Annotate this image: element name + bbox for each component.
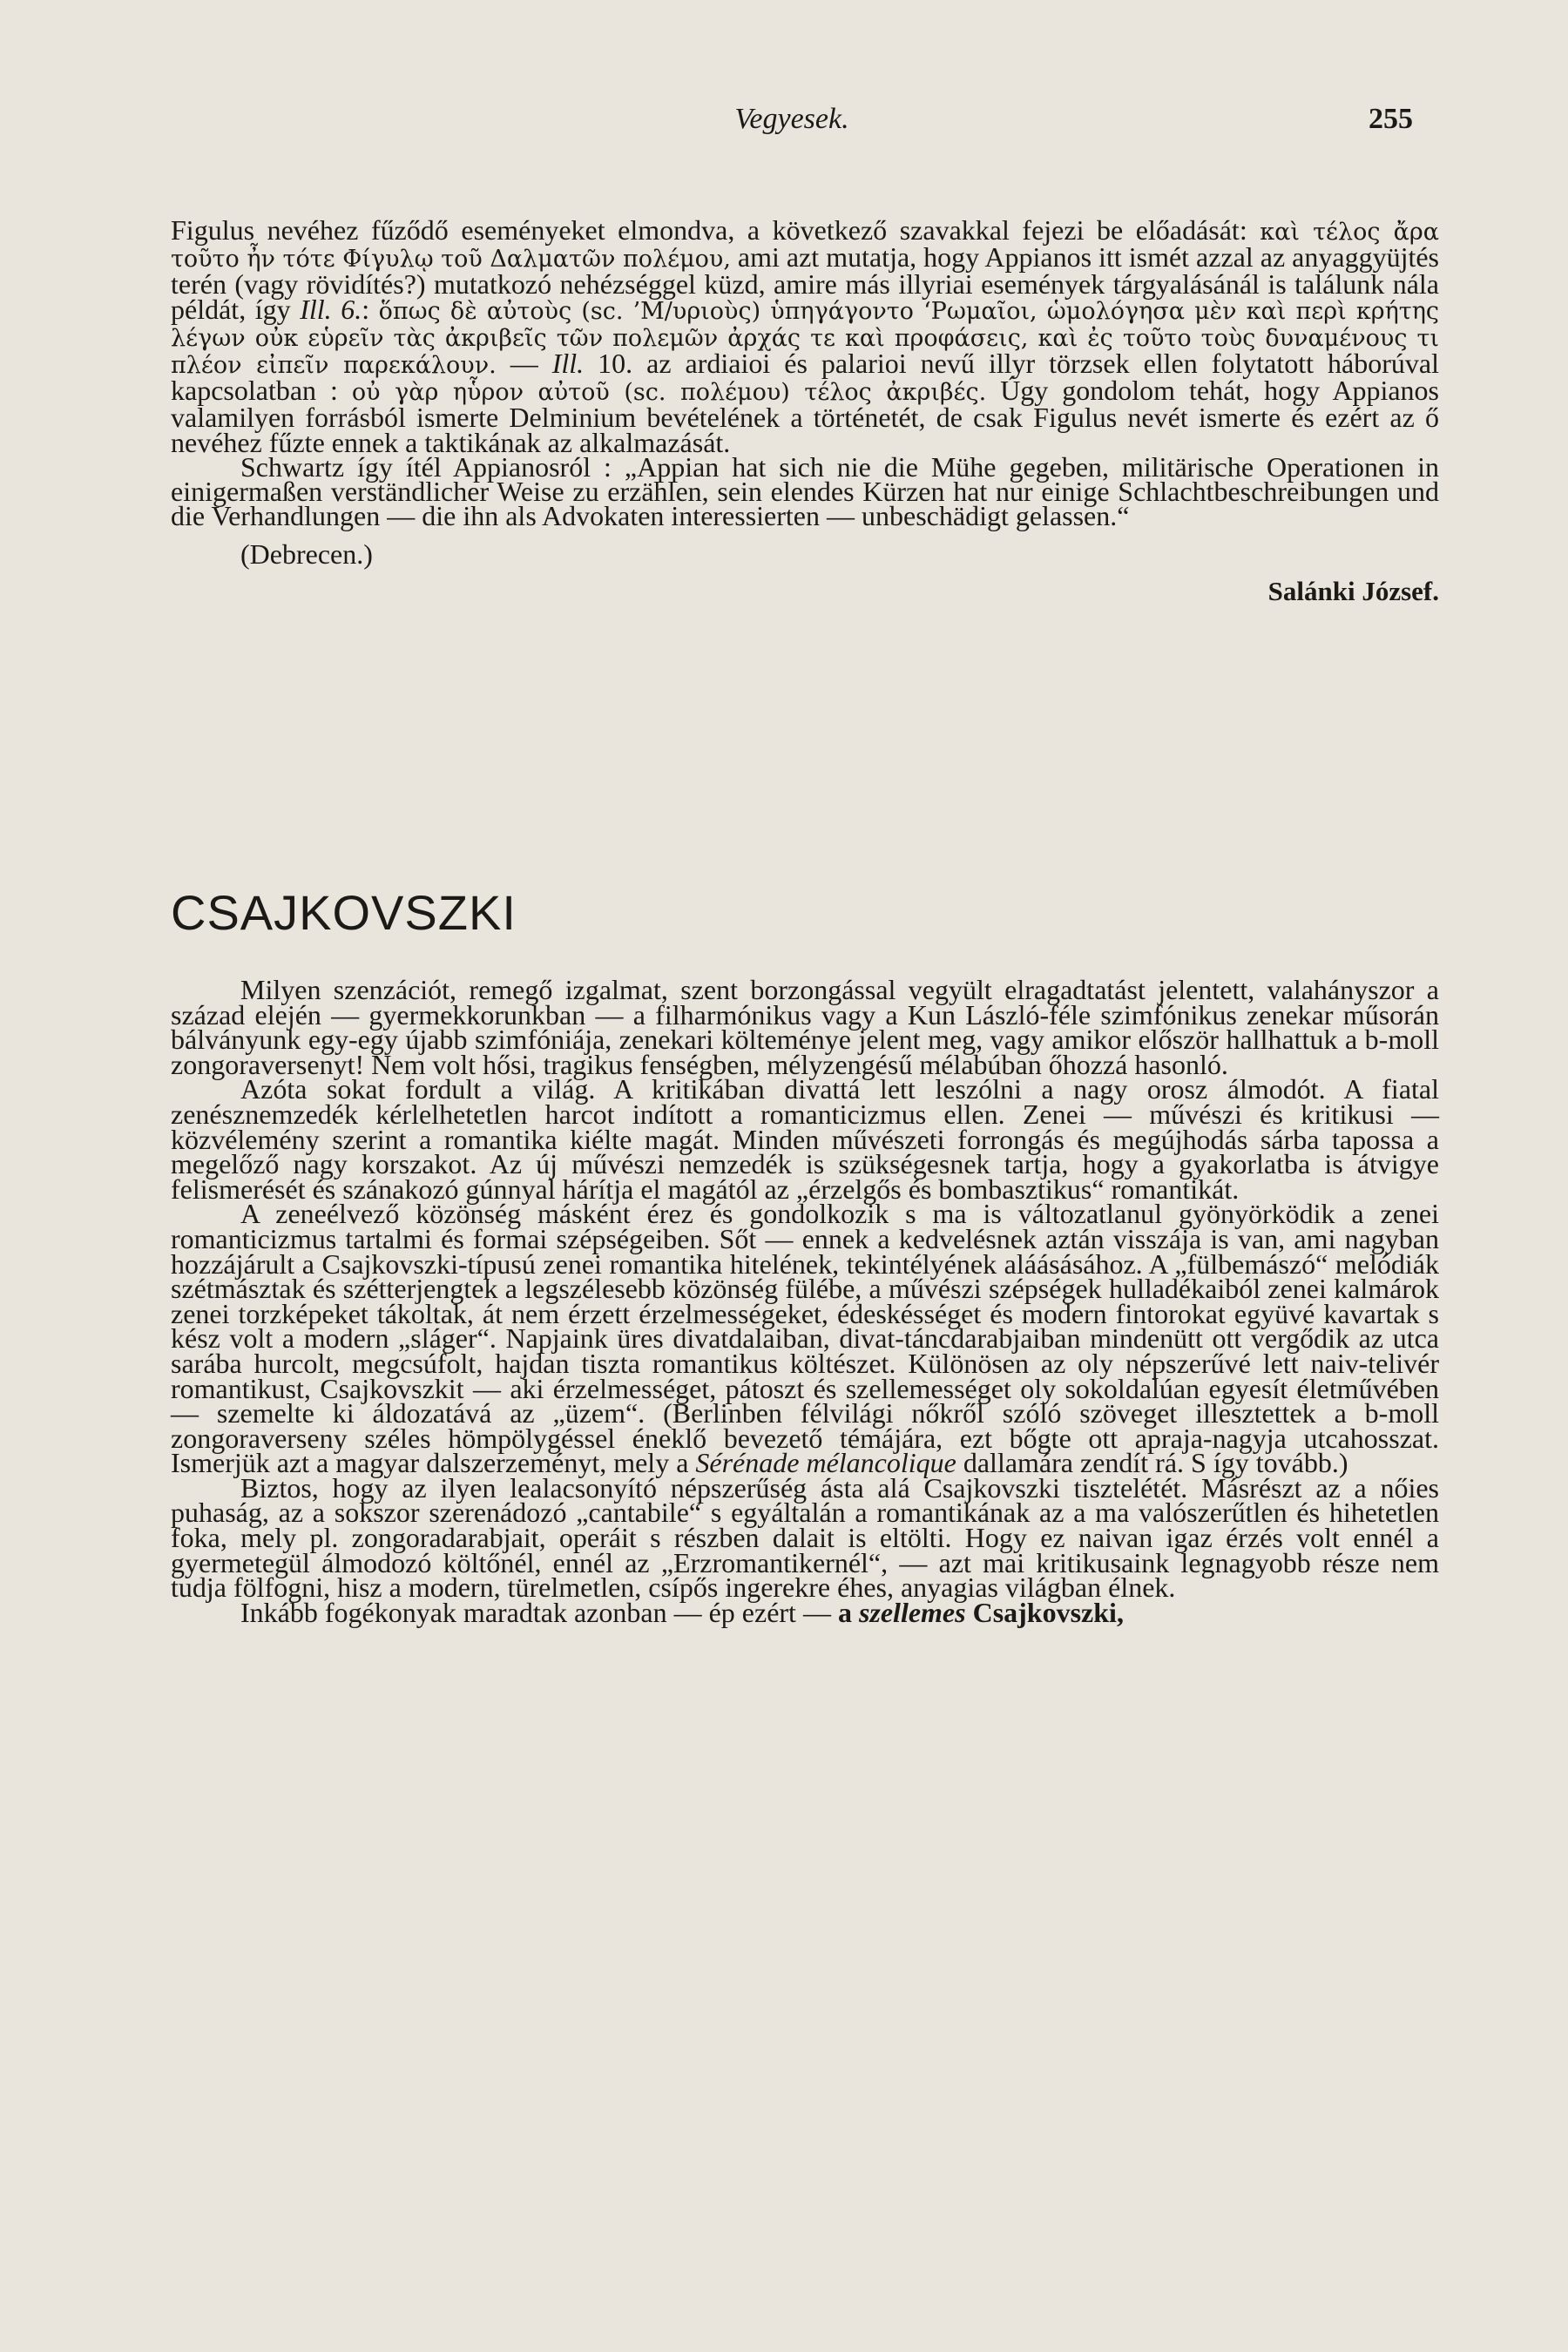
text-run: 10. az ardiaioi és palarioi nevű illyr törzsek ellen folytatott háborúval kapcsolatban : xyxy=(171,348,1440,407)
author-signature: Salánki József. xyxy=(1267,576,1439,607)
text-run: Inkább fogékonyak maradtak azonban — ép ezért — xyxy=(240,1596,831,1628)
article-csajkovszki xyxy=(171,974,1439,1628)
page-header xyxy=(171,103,1413,146)
citation-ref: Ill. xyxy=(551,348,585,380)
greek-quote: καὶ τέλος ἄρα τοῦτο ἦν τότε Φίγυλῳ τοῦ Δαλματῶν πολέμου, xyxy=(171,219,1439,274)
paragraph xyxy=(171,214,1440,458)
article-figulus xyxy=(171,214,1440,607)
greek-quote: οὐ γὰρ ηὗρον αὐτοῦ (sc. πολέμου) τέλος ἀκριβές. xyxy=(351,379,987,407)
text-run: — xyxy=(510,348,538,380)
text-run: Figulus nevéhez fűződő eseményeket elmondva, a következő szavakkal fejezi be előadását: xyxy=(171,214,1247,246)
paragraph: Milyen szenzációt, remegő izgalmat, szent borzongással vegyült elragadtatást jelentett, valahányszor a század elején — gyermekkorunkban — a filharmónikus vagy a Kun László-féle szimfónikus zenekar műsorán bálványunk egy-egy újabb szimfóniája, zenekari költeménye jelent meg, vagy amikor először hallhattuk a b-moll zongoraversenyt! Nem volt hősi, tragikus fenségben, mélyzengésű mélabúban őhozzá hasonló. xyxy=(171,974,1439,1080)
text-run: a xyxy=(837,1596,852,1628)
paragraph: Biztos, hogy az ilyen lealacsonyító népszerűség ásta alá Csajkovszki tisztelétét. Másrészt az a nőies puhaság, az a sokszor szerenádozó „cantabile“ s egyáltalán a romantikának az a ma valószerűtlen és hihetetlen foka, mely pl. zongoradarabjait, operáit s részben dalait is eltölti. Hogy ez naivan igaz érzés volt ennél a gyermetegül álmodozó költőnél, ennél az „Erzromantikernél“, — azt mai kritikusaink legnagyobb része nem tudja fölfogni, hisz a modern, türelmetlen, csípős ingerekre éhes, anyagias világban élnek. xyxy=(171,1471,1439,1604)
page-number: 255 xyxy=(1369,103,1413,135)
text-run: : xyxy=(362,293,370,325)
text-run: A zeneélvező közönség másként érez és gondolkozik s ma is változatlanul gyönyörködik a zenei romanticizmus tartalmi és formai szépségeiben. Sőt — ennek a kedvelésnek aztán visszája is van, ami nagyban hozzájárult a Csajkovszki-típusú zenei romantika hitelének, tekintélyének aláásásához. A „fülbemászó“ melódiák szétmásztak és szétterjengtek a legszélesebb közönség fülébe, a művészi szépségek hulladékaiból zenei kalmárok zenei torzképeket tákoltak, át nem érzett érzelmességeket, édeskésséget és modern fintorokat együvé kavartak s kész volt a modern „sláger“. Napjaink üres divatdalaiban, divat-táncdarabjaiban mindenütt ott vergődik az utca sarába hurcolt, megcsúfolt, hajdan tiszta romantikus költészet. Különösen az oly népszerűvé lett naiv-telivér romantikust, Csajkovszkit — aki érzelmességet, pátoszt és szellemességet oly sokoldalúan egyesít életművében — szemelte ki áldozatává az „üzem“. (Berlinben félvilági nőkről szóló szöveget illesztettek a b-moll zongoraverseny széles hömpölygéssel éneklő bevezető témájára, ezt bőgte ott apraja-nagyja utcahosszat. Ismerjük azt a magyar dalszerzeményt, mely a xyxy=(171,1198,1439,1479)
paragraph: Azóta sokat fordult a világ. A kritikában divattá lett leszólni a nagy orosz álmodót. A fiatal zenésznemzedék kérlelhetetlen harcot indított a romanticizmus ellen. Zenei — művészi és kritikusi — közvélemény szerint a romantika kiélte magát. Minden művészeti forrongás és megújhodás sárba tapossa a megelőző nagy korszakot. Az új művészi nemzedék is szükségesnek tartja, hogy a gyakorlatba is átvigye felismerését és szánakozó gúnnyal hárítja el magától az „érzelgős és bombasztikus“ romantikát. xyxy=(171,1073,1439,1205)
place-note: (Debrecen.) xyxy=(240,538,373,571)
work-title: Sérénade mélancolique xyxy=(695,1447,956,1479)
text-run: ami azt mutatja, hogy Appianos itt ismét azzal az anyaggyüjtés terén (vagy rövidítés?) mutatkozó nehézséggel küzd, amire más illyriai események tárgyalásánál is találunk nála példát, így xyxy=(171,241,1439,325)
text-run: dallamára zendít rá. S így tovább.) xyxy=(963,1447,1348,1479)
running-title: Vegyesek. xyxy=(734,103,849,135)
paragraph xyxy=(171,1198,1439,1479)
text-run: szellemes xyxy=(858,1596,966,1628)
text-run: Úgy gondolom tehát, hogy Appianos valamilyen forrásból ismerte Delminium bevételének a történetét, de csak Figulus nevét ismerte és ezért az ő nevéhez fűzte ennek a taktikának az alkalmazását. xyxy=(171,375,1440,458)
greek-quote: ὅπως δὲ αὐτοὺς (sc. ’Μ/υριοὺς) ὑπηγάγοντο ‘Ρωμαῖοι, ὡμολόγησα μὲν καὶ περὶ κρήτης λέγων οὐκ εὑρεῖν τὰς ἀκριβεῖς τῶν πολεμῶν ἀρχάς τε καὶ προφάσεις, καὶ ἐς τοῦτο τοὺς δυναμένους τι πλέον εἰπεῖν παρεκάλουν. xyxy=(171,297,1440,380)
paragraph: Schwartz így ítél Appianosról : „Appian hat sich nie die Mühe gegeben, militärische Operationen in einigermaßen verständlicher Weise zu erzählen, sein elendes Kürzen hat nur einige Schlachtbeschreibungen und die Verhandlungen — die ihn als Advokaten interessierten — unbeschädigt gelassen.“ xyxy=(171,450,1439,532)
paragraph xyxy=(171,1596,1439,1628)
section-heading: CSAJKOVSZKI xyxy=(171,885,517,940)
citation-ref: Ill. 6. xyxy=(300,293,362,325)
text-run: Csajkovszki, xyxy=(972,1596,1124,1628)
